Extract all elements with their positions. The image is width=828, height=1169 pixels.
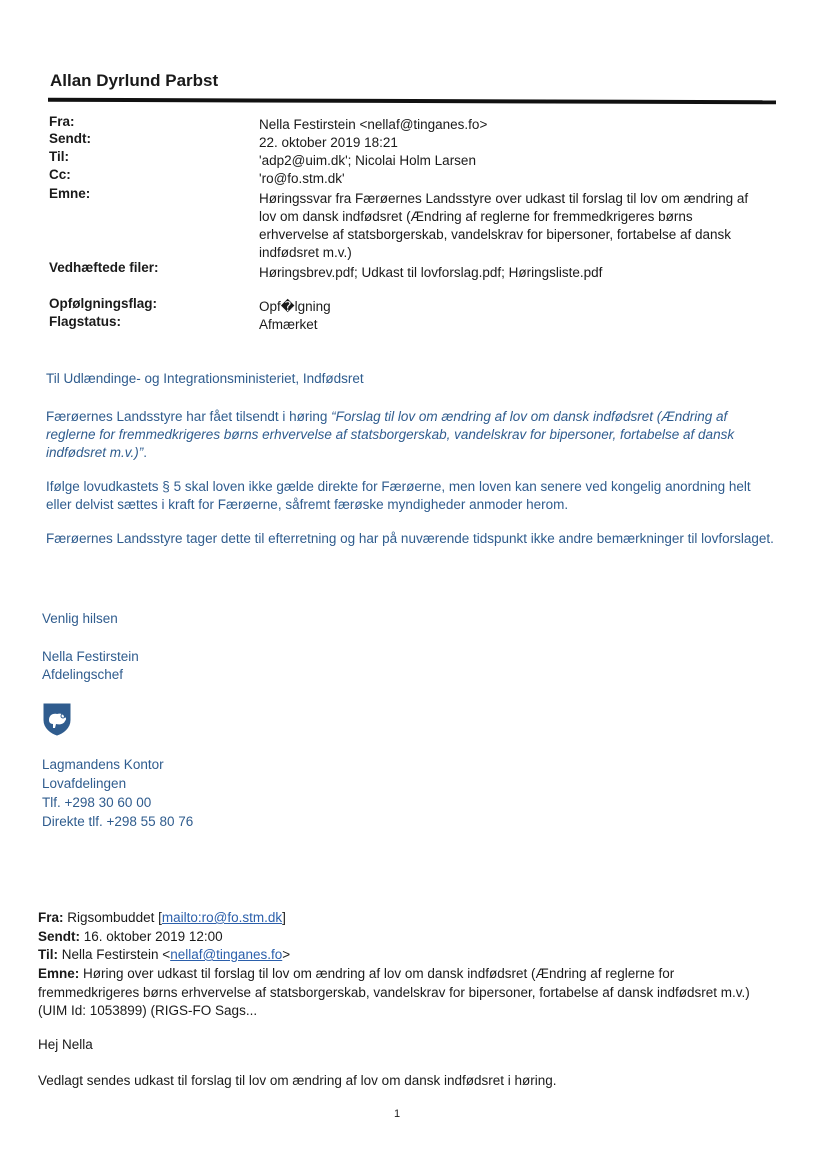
forwarded-subject-label: Emne: [38,966,80,981]
forwarded-to: Til: Nella Festirstein <nellaf@tinganes.fo> [38,947,291,962]
forwarded-from-name: Rigsombuddet [67,910,155,925]
header-label-fra: Fra: [49,114,75,129]
signature-direct-phone: Direkte tlf. +298 55 80 76 [42,814,194,829]
header-label-attachments: Vedhæftede filer: [49,260,159,275]
body-paragraph-1 [46,408,776,462]
header-label-cc: Cc: [49,167,71,182]
body-paragraph-3: Færøernes Landsstyre tager dette til efterretning og har på nuværende tidspunkt ikke andre bemærkninger til lovforslaget. [46,531,774,546]
forwarded-from-link[interactable]: mailto:ro@fo.stm.dk [161,910,283,925]
header-value-fra: Nella Festirstein <nellaf@tinganes.fo> [259,117,488,132]
body-paragraph-2: Ifølge lovudkastets § 5 skal loven ikke gælde direkte for Færøerne, men loven kan senere ved kongelig anordning helt eller delvist sættes i kraft for Færøerne, såfremt færøske myndigheder anmoder herom. [46,479,751,512]
body-p1-intro: Færøernes Landsstyre har fået tilsendt i høring [46,409,332,424]
forwarded-sent [38,928,758,947]
page-number: 1 [394,1108,401,1120]
signature-office: Lagmandens Kontor [42,757,164,772]
faroe-ram-crest-icon [42,702,72,736]
forwarded-to-link[interactable]: nellaf@tinganes.fo [170,947,283,962]
signature-department: Lovafdelingen [42,776,127,791]
signature-closing: Venlig hilsen [42,611,118,626]
header-value-followup-flag: Opf�lgning [259,299,331,314]
body-salutation: Til Udlændinge- og Integrationsministeriet, Indfødsret [46,371,364,386]
forwarded-greeting: Hej Nella [38,1037,93,1052]
header-label-flag-status: Flagstatus: [49,314,122,329]
forwarded-to-name: Nella Festirstein [61,947,159,962]
forwarded-from: Fra: Rigsombuddet [mailto:ro@fo.stm.dk] [38,910,286,925]
forwarded-to-label: Til: [38,947,58,962]
header-label-followup-flag: Opfølgningsflag: [49,296,157,311]
forwarded-sent-value: 16. oktober 2019 12:00 [83,929,223,944]
signature-name: Nella Festirstein [42,649,139,664]
header-label-sendt: Sendt: [49,131,91,146]
forwarded-subject [38,965,758,1021]
signature-phone: Tlf. +298 30 60 00 [42,795,152,810]
forwarded-text: Vedlagt sendes udkast til forslag til lov om ændring af lov om dansk indfødsret i høring. [38,1073,557,1088]
header-rule [48,98,776,105]
body-p1-end: . [143,445,148,460]
header-value-sendt: 22. oktober 2019 18:21 [259,135,398,150]
header-value-cc: 'ro@fo.stm.dk' [259,171,345,186]
header-value-emne: Høringssvar fra Færøernes Landsstyre over udkast til forslag til lov om ændring af lov om dansk indfødsret (Ændring af reglerne for fremmedkrigeres børns erhvervelse af statsborgerskab, vandelskrav for bipersoner, fortabelse af dansk indfødsret m.v.) [259,191,749,260]
forwarded-subject-value: Høring over udkast til forslag til lov om ændring af lov om dansk indfødsret (Ændring af reglerne for fremmedkrigeres børns erhvervelse af statsborgerskab, vandelskrav for bipersoner, fortabelse af dansk indfødsret m.v.) (UIM Id: 1053899) (RIGS-FO Sags... [38,966,750,1018]
header-value-til: 'adp2@uim.dk'; Nicolai Holm Larsen [259,153,476,168]
signature-title: Afdelingschef [42,667,124,682]
header-value-flag-status: Afmærket [259,317,318,332]
header-label-emne: Emne: [49,186,91,201]
body-p1-quote: “Forslag til lov om ændring af lov om dansk indfødsret (Ændring af reglerne for fremmedkrigeres børns erhvervelse af statsborgerskab, vandelskrav for bipersoner, fortabelse af dansk indfødsret m.v.)” [46,409,735,460]
header-label-til: Til: [49,149,69,164]
sender-name: Allan Dyrlund Parbst [50,71,219,90]
header-value-attachments: Høringsbrev.pdf; Udkast til lovforslag.pdf; Høringsliste.pdf [259,265,603,280]
forwarded-from-label: Fra: [38,910,64,925]
forwarded-sent-label: Sendt: [38,929,80,944]
